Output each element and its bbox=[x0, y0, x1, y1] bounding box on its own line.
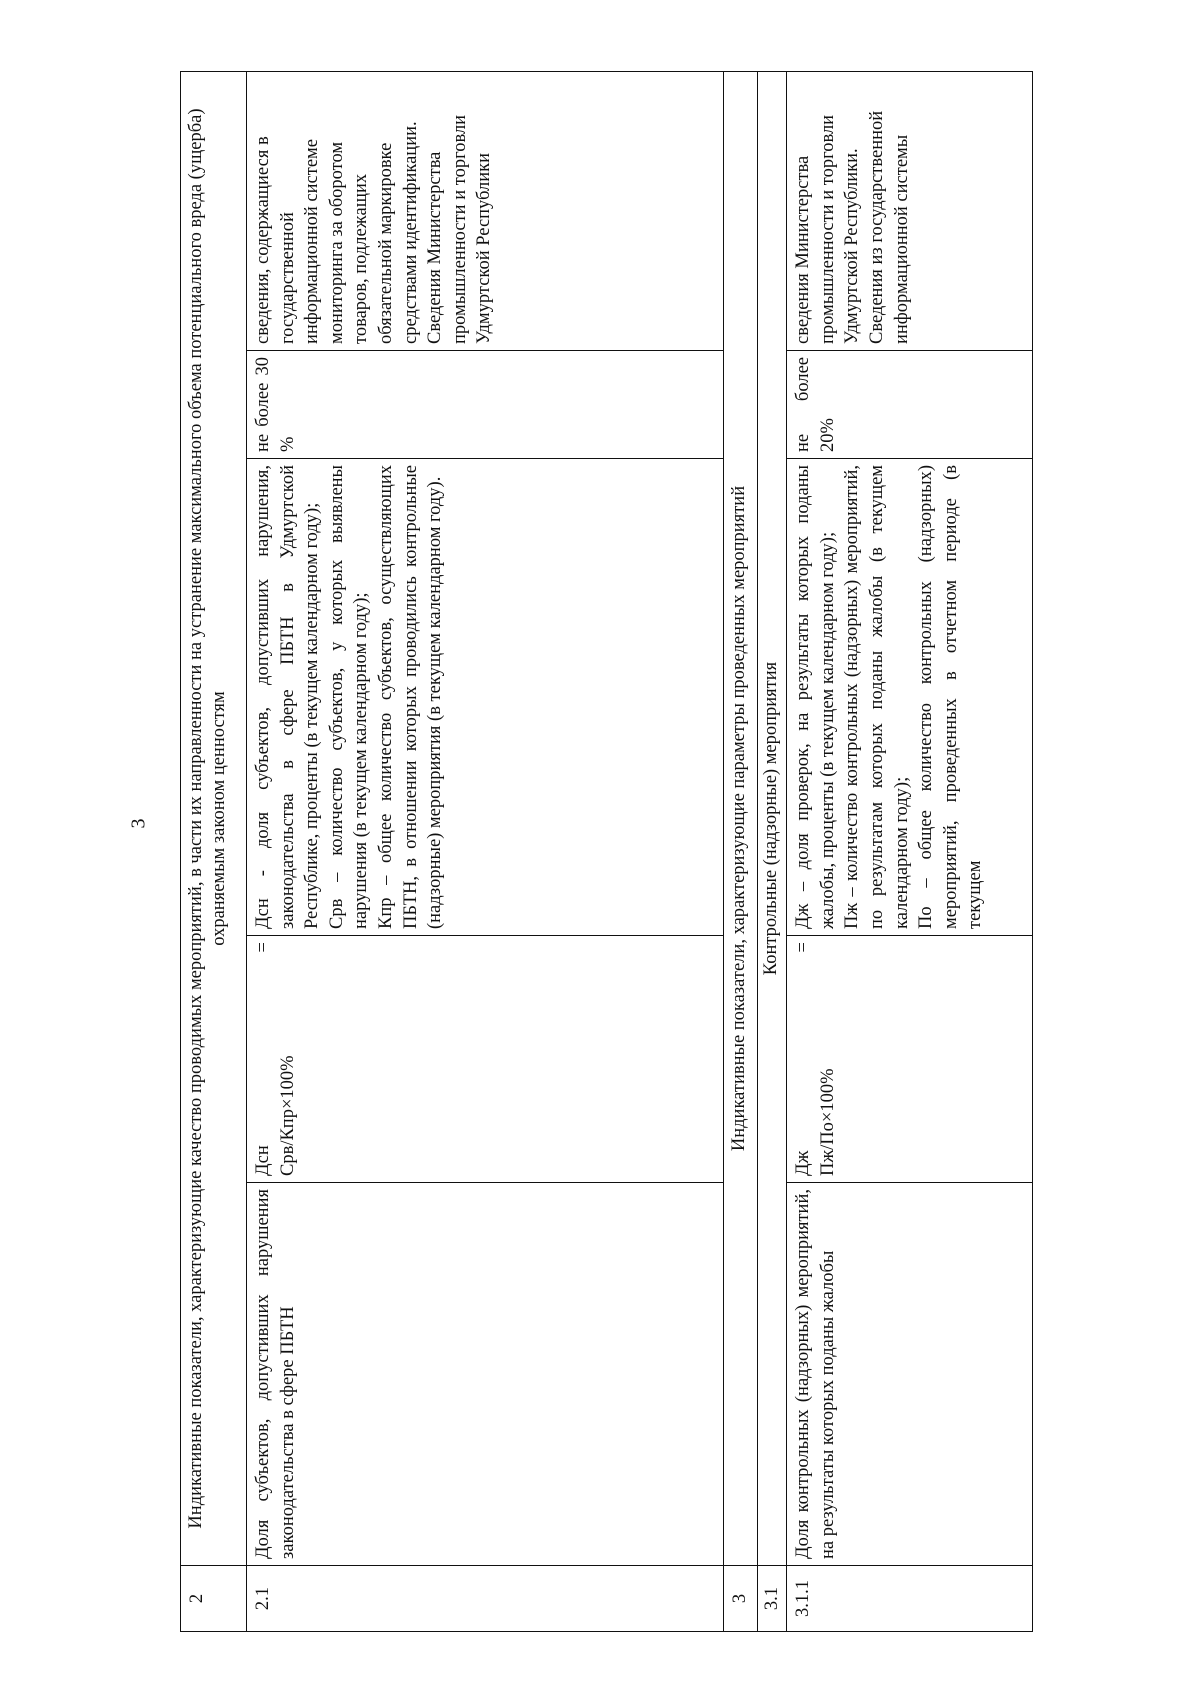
row-2-1-name: Доля субъектов, допустивших нарушения законодательства в сфере ПБТН bbox=[247, 1183, 724, 1566]
definition: По – общее количество контрольных (надзорных) мероприятий, проведенных в отчетном периоде (в текущем bbox=[916, 465, 986, 929]
row-2-1-number: 2.1 bbox=[247, 1566, 724, 1632]
formula-equals: = bbox=[253, 942, 273, 953]
row-3-1-1-definitions bbox=[787, 459, 1033, 936]
formula-expression: Срв/Кпр×100% bbox=[277, 1055, 298, 1176]
row-3-1-1-name: Доля контрольных (надзорных) мероприятий, на результаты которых поданы жалобы bbox=[787, 1183, 1033, 1566]
section-3-row bbox=[724, 72, 758, 1632]
formula-expression: Пж/По×100% bbox=[818, 1068, 839, 1176]
row-2-1-target: не более 30 % bbox=[247, 351, 724, 459]
section-2-title: Индикативные показатели, характеризующие качество проводимых мероприятий, в части их направленности на устранение максимального объема потенциального вреда (ущерба) охраняемым законом ценностям bbox=[181, 72, 247, 1566]
formula-symbol: Дсн bbox=[253, 1145, 273, 1176]
row-3-1-1 bbox=[787, 72, 1033, 1632]
section-3-1-title: Контрольные (надзорные) мероприятия bbox=[757, 72, 787, 1566]
row-2-1 bbox=[247, 72, 724, 1632]
section-2-row bbox=[181, 72, 247, 1632]
section-3-title: Индикативные показатели, характеризующие параметры проведенных мероприятий bbox=[724, 72, 758, 1566]
row-3-1-1-formula bbox=[787, 936, 1033, 1183]
formula-equals: = bbox=[793, 942, 814, 953]
page-number: 3 bbox=[127, 818, 150, 829]
row-3-1-1-number: 3.1.1 bbox=[787, 1566, 1033, 1632]
formula-symbol: Дж bbox=[793, 1150, 814, 1176]
row-2-1-formula bbox=[247, 936, 724, 1183]
section-3-number: 3 bbox=[724, 1566, 758, 1632]
row-3-1-1-target: не более 20% bbox=[787, 351, 1033, 459]
rotated-document-table bbox=[180, 72, 1130, 1632]
definition: Кпр – общее количество субъектов, осуществляющих ПБТН, в отношении которых проводились контрольные (надзорные) мероприятия (в текущем календарном году). bbox=[375, 465, 446, 929]
row-3-1-1-source: сведения Министерства промышленности и торговли Удмуртской Республики. Сведения из государственной информационной системы bbox=[787, 72, 1033, 351]
row-2-1-source: сведения, содержащиеся в государственной информационной системе мониторинга за оборотом товаров, подлежащих обязательной маркировке средствами идентификации. Сведения Министерства промышленности и торговли Удмуртской Республики bbox=[247, 72, 724, 351]
section-3-1-row bbox=[757, 72, 787, 1632]
row-2-1-definitions bbox=[247, 459, 724, 936]
definition: Дсн - доля субъектов, допустивших нарушения, законодательства в сфере ПБТН в Удмуртской Республике, проценты (в текущем календарном году); bbox=[253, 465, 323, 929]
section-2-number: 2 bbox=[181, 1566, 247, 1632]
definition: Пж – количество контрольных (надзорных) мероприятий, по результатам которых поданы жалобы (в текущем календарном году); bbox=[842, 465, 912, 929]
indicators-table bbox=[180, 71, 1033, 1632]
section-3-1-number: 3.1 bbox=[757, 1566, 787, 1632]
definition: Срв – количество субъектов, у которых выявлены нарушения (в текущем календарном году); bbox=[326, 465, 372, 929]
definition: Дж – доля проверок, на результаты которых поданы жалобы, проценты (в текущем календарном году); bbox=[793, 465, 838, 929]
